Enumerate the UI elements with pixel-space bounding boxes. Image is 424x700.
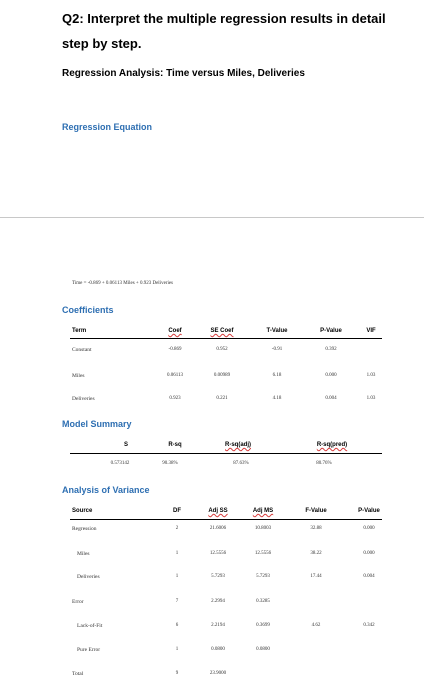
coef-value-cell: 0.004 bbox=[325, 396, 337, 401]
coef-value-cell: 4.18 bbox=[272, 396, 282, 401]
anova-value-cell: 0.004 bbox=[363, 574, 375, 579]
question-title: Q2: Interpret the multiple regression results in detail step by step. bbox=[62, 11, 386, 51]
coef-value-cell: 6.18 bbox=[272, 373, 282, 378]
anova-value-cell: 1 bbox=[175, 647, 179, 652]
coef-value-cell: -0.91 bbox=[271, 347, 283, 352]
anova-value-cell: 6 bbox=[175, 623, 179, 628]
anova-value-cell: 23.9000 bbox=[209, 671, 227, 676]
page-divider bbox=[0, 217, 424, 218]
anova-value-cell: 2.2194 bbox=[211, 623, 225, 628]
anova-value-cell: 0.0800 bbox=[211, 647, 225, 652]
anova-header: P-Value bbox=[358, 508, 380, 514]
coef-header: P-Value bbox=[320, 328, 342, 334]
coef-value-cell: 0.06113 bbox=[166, 373, 184, 378]
anova-header: Adj MS bbox=[252, 508, 274, 514]
coef-term-cell: Constant bbox=[72, 347, 92, 353]
anova-source-cell: Lack-of-Fit bbox=[77, 623, 103, 629]
anova-value-cell: 10.8003 bbox=[254, 526, 272, 531]
anova-header: F-Value bbox=[305, 508, 327, 514]
anova-value-cell: 1 bbox=[175, 574, 179, 579]
coef-header: VIF bbox=[366, 328, 376, 334]
anova-header: Source bbox=[72, 508, 93, 514]
coef-value-cell: 0.000 bbox=[325, 373, 337, 378]
anova-value-cell: 5.7293 bbox=[211, 574, 225, 579]
anova-value-cell: 5.7293 bbox=[256, 574, 270, 579]
coef-header: T-Value bbox=[266, 328, 288, 334]
anova-header: DF bbox=[173, 508, 181, 514]
summary-value-cell: 80.76% bbox=[316, 461, 332, 466]
coef-value-cell: 0.952 bbox=[216, 347, 228, 352]
coef-header: SE Coef bbox=[210, 328, 234, 334]
coef-value-cell: 1.03 bbox=[366, 373, 376, 378]
model-summary-heading: Model Summary bbox=[62, 419, 132, 429]
anova-value-cell: 32.88 bbox=[310, 526, 322, 531]
anova-value-cell: 0.342 bbox=[363, 623, 375, 628]
anova-source-cell: Error bbox=[72, 599, 84, 605]
summary-header: R-sq bbox=[168, 442, 182, 448]
coef-term-cell: Miles bbox=[72, 373, 85, 379]
anova-value-cell: 0.000 bbox=[363, 526, 375, 531]
anova-source-cell: Pure Error bbox=[77, 647, 101, 653]
coef-value-cell: 1.03 bbox=[366, 396, 376, 401]
anova-value-cell: 17.44 bbox=[310, 574, 322, 579]
coef-value-cell: -0.869 bbox=[168, 347, 182, 352]
summary-header: S bbox=[123, 442, 129, 448]
anova-value-cell: 2.2994 bbox=[211, 599, 225, 604]
anova-value-cell: 0.3699 bbox=[256, 623, 270, 628]
anova-value-cell: 12.5556 bbox=[254, 551, 272, 556]
anova-source-cell: Total bbox=[72, 671, 84, 677]
summary-header: R-sq(adj) bbox=[225, 442, 251, 448]
anova-value-cell: 0.0800 bbox=[256, 647, 270, 652]
anova-source-cell: Miles bbox=[77, 551, 90, 557]
coef-value-cell: 0.221 bbox=[216, 396, 228, 401]
anova-value-cell: 0.000 bbox=[363, 551, 375, 556]
anova-value-cell: 7 bbox=[175, 599, 179, 604]
summary-value-cell: 90.38% bbox=[162, 461, 178, 466]
summary-value-cell: 0.573142 bbox=[110, 461, 130, 466]
summary-header: R-sq(pred) bbox=[316, 442, 348, 448]
summary-header-rule bbox=[70, 453, 382, 454]
coef-value-cell: 0.00989 bbox=[213, 373, 231, 378]
anova-value-cell: 12.5556 bbox=[209, 551, 227, 556]
anova-value-cell: 2 bbox=[175, 526, 179, 531]
coefficients-heading: Coefficients bbox=[62, 305, 114, 315]
coef-term-cell: Deliveries bbox=[72, 396, 95, 402]
anova-source-cell: Regression bbox=[72, 526, 97, 532]
anova-heading: Analysis of Variance bbox=[62, 485, 150, 495]
coef-value-cell: 0.392 bbox=[325, 347, 337, 352]
coef-value-cell: 0.923 bbox=[169, 396, 181, 401]
anova-value-cell: 1 bbox=[175, 551, 179, 556]
anova-value-cell: 4.62 bbox=[311, 623, 321, 628]
coef-header: Term bbox=[72, 328, 87, 334]
anova-value-cell: 38.22 bbox=[310, 551, 322, 556]
analysis-subtitle: Regression Analysis: Time versus Miles, Deliveries bbox=[62, 68, 305, 79]
regression-equation-heading: Regression Equation bbox=[62, 122, 153, 132]
anova-value-cell: 21.6006 bbox=[209, 526, 227, 531]
anova-header-rule bbox=[70, 519, 382, 520]
anova-source-cell: Deliveries bbox=[77, 574, 100, 580]
anova-value-cell: 0.3285 bbox=[256, 599, 270, 604]
anova-value-cell: 9 bbox=[175, 671, 179, 676]
anova-header: Adj SS bbox=[208, 508, 228, 514]
coef-header-rule bbox=[70, 338, 382, 339]
coef-header: Coef bbox=[168, 328, 182, 334]
summary-value-cell: 87.63% bbox=[233, 461, 249, 466]
regression-equation: Time = -0.869 + 0.06113 Miles + 0.923 Deliveries bbox=[72, 281, 174, 286]
